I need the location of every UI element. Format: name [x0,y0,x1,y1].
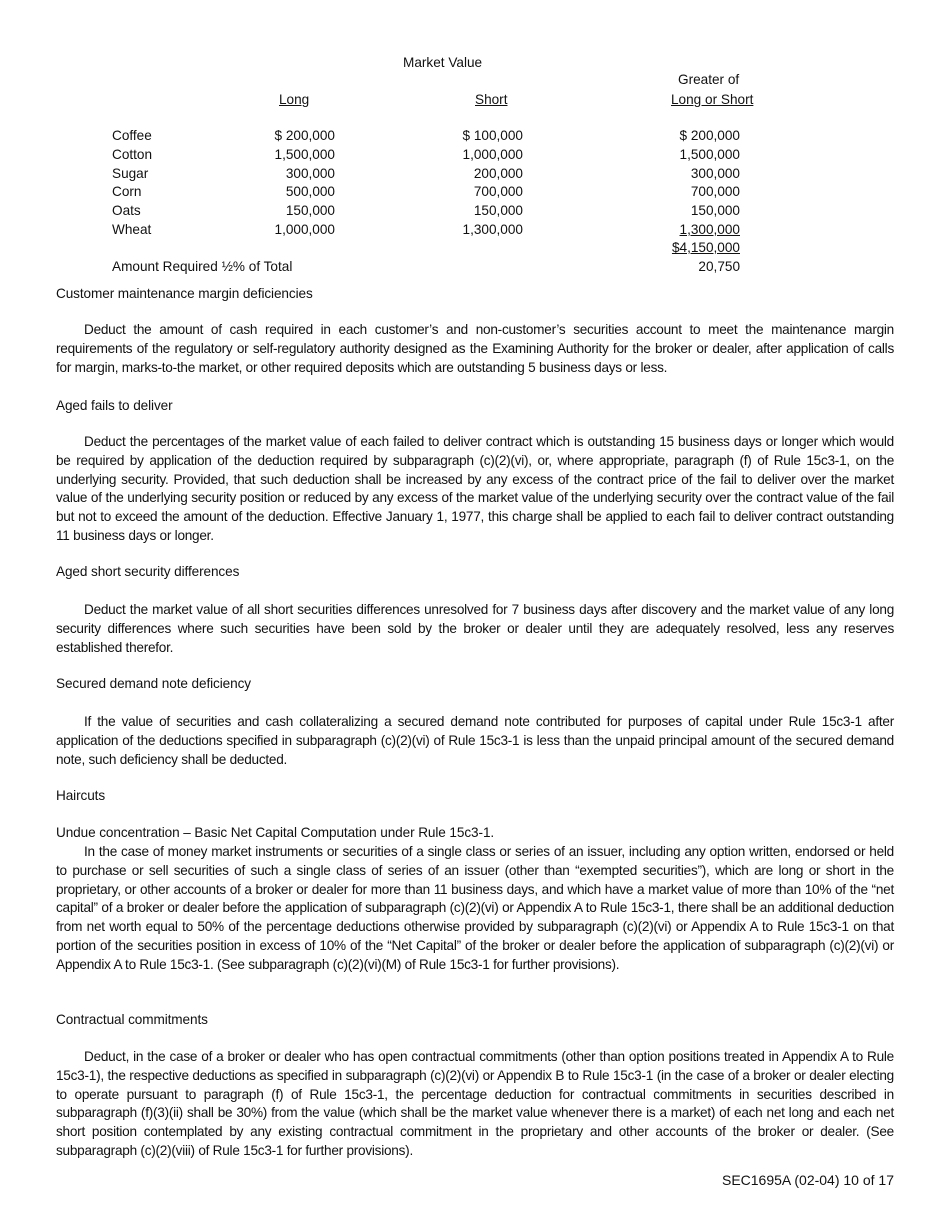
section-heading: Aged short security differences [56,564,240,579]
paragraph-text: Deduct the market value of all short securities differences unresolved for 7 business days after discovery and the market value of any long security differences where such securities have been sold by the broker or dealer until they are adequately resolved, less any reserves established therefor. [56,602,894,655]
short-value: 1,300,000 [462,222,523,237]
short-value: 150,000 [473,203,523,219]
paragraph-text: Deduct the amount of cash required in each customer’s and non-customer’s securities account to meet the maintenance margin requirements of the regulatory or self-regulatory authority designed as the Examining Authority for the broker or dealer, after application of calls for margin, marks-to-the market, or other required deposits which are outstanding 5 business days or less. [56,322,894,375]
short-value: $ 100,000 [462,128,523,143]
section-heading: Contractual commitments [56,1012,208,1027]
table-row [0,128,950,147]
short-value: 1,000,000 [462,146,523,162]
long-value: 300,000 [285,165,335,181]
item: Cotton [112,146,153,162]
total-value: $4,150,000 [671,240,740,255]
item: Wheat [112,222,152,237]
section-paragraph [56,713,894,769]
greater-value: 300,000 [690,165,740,181]
table-row [0,166,950,185]
section-paragraph [56,601,894,657]
section-paragraph [56,843,894,975]
table-row [0,147,950,166]
greater-value: 700,000 [690,184,740,200]
long-value: 500,000 [285,184,335,200]
long-value: 1,000,000 [274,222,335,237]
section-heading: Haircuts [56,788,106,803]
paragraph-text: If the value of securities and cash collateralizing a secured demand note contributed for purposes of capital under Rule 15c3-1 after application of the deductions specified in subparagraph (c)(2)(vi) of Rule 15c3-1 is less than the unpaid principal amount of the secured demand note, such deficiency shall be deducted. [56,714,894,767]
column-header-short: Short [475,92,508,107]
item: Coffee [112,128,152,143]
section-heading: Secured demand note deficiency [56,676,251,691]
section-heading: Aged fails to deliver [56,398,173,413]
amount-required-label: Amount Required ½% of Total [112,259,293,274]
paragraph-text: In the case of money market instruments or securities of a single class or series of an issuer, including any option written, endorsed or held to purchase or sell securities of such a single class of series of an issuer (other than “exempted securities”), which are long or short in the proprietary, or other accounts of a broker or dealer for more than 11 business days, and which have a market value of more than 10% of the “net capital” of a broker or dealer before the application of subparagraph (c)(2)(vi) or Appendix A to Rule 15c3-1, there shall be an additional deduction from net worth equal to 50% of the percentage deductions otherwise provided by subparagraph (c)(2)(vi) or Appendix A to Rule 15c3-1 on that portion of the securities position in excess of 10% of the “Net Capital” of the broker or dealer before the application of subparagraph (c)(2)(vi) or Appendix A to Rule 15c3-1. (See subparagraph (c)(2)(vi)(M) of Rule 15c3-1 for further provisions). [56,844,894,972]
short-value: 700,000 [473,184,523,200]
section-subheading: Undue concentration – Basic Net Capital Computation under Rule 15c3-1. [56,825,495,840]
section-paragraph [56,1048,894,1161]
page-footer: SEC1695A (02-04) 10 of 17 [721,1172,894,1188]
long-value: $ 200,000 [274,128,335,143]
amount-required-row [0,259,950,278]
amount-required-value: 20,750 [698,259,740,274]
column-header-greater: Long or Short [671,92,754,107]
item: Sugar [112,165,149,181]
section-paragraph [56,433,894,546]
column-header-long: Long [279,92,310,107]
item: Corn [112,184,142,200]
short-value: 200,000 [473,165,523,181]
table-row [0,184,950,203]
section-paragraph [56,321,894,377]
table-total-row [0,240,950,259]
greater-value: 1,500,000 [679,146,740,162]
item: Oats [112,203,141,219]
column-header-greater-line1: Greater of [678,72,740,87]
paragraph-text: Deduct the percentages of the market value of each failed to deliver contract which is outstanding 15 business days or longer which would be required by application of the deduction required by subparagraph (c)(2)(vi), or, where appropriate, paragraph (f) of Rule 15c3-1, on the underlying security. Provided, that such deduction shall be increased by any excess of the contract price of the fail to deliver over the market value of the underlying security position or reduced by any excess of the market value of the underlying security over the contract value of the fail but not to exceed the amount of the deduction. Effective January 1, 1977, this charge shall be applied to each fail to deliver contract outstanding 11 business days or longer. [56,434,894,543]
long-value: 1,500,000 [274,146,335,162]
table-row [0,222,950,241]
long-value: 150,000 [285,203,335,219]
paragraph-text: Deduct, in the case of a broker or dealer who has open contractual commitments (other than option positions treated in Appendix A to Rule 15c3-1), the respective deductions as specified in subparagraph (c)(2)(vi) or Appendix B to Rule 15c3-1 (in the case of a broker or dealer electing to operate pursuant to paragraph (f) of Rule 15c3-1, the percentage deduction for contractual commitments in securities described in subparagraph (f)(3)(ii) shall be 30%) from the value (which shall be the market value whenever there is a market) of each net long and each net short position contemplated by any existing contractual commitment in the proprietary and other accounts of the broker or dealer. (See subparagraph (c)(2)(viii) of Rule 15c3-1 for further provisions). [56,1049,894,1158]
greater-value: 150,000 [690,203,740,219]
table-row [0,203,950,222]
section-heading: Customer maintenance margin deficiencies [56,286,313,301]
table-title: Market Value [403,55,483,70]
greater-value: $ 200,000 [679,128,740,143]
greater-value: 1,300,000 [679,222,740,237]
